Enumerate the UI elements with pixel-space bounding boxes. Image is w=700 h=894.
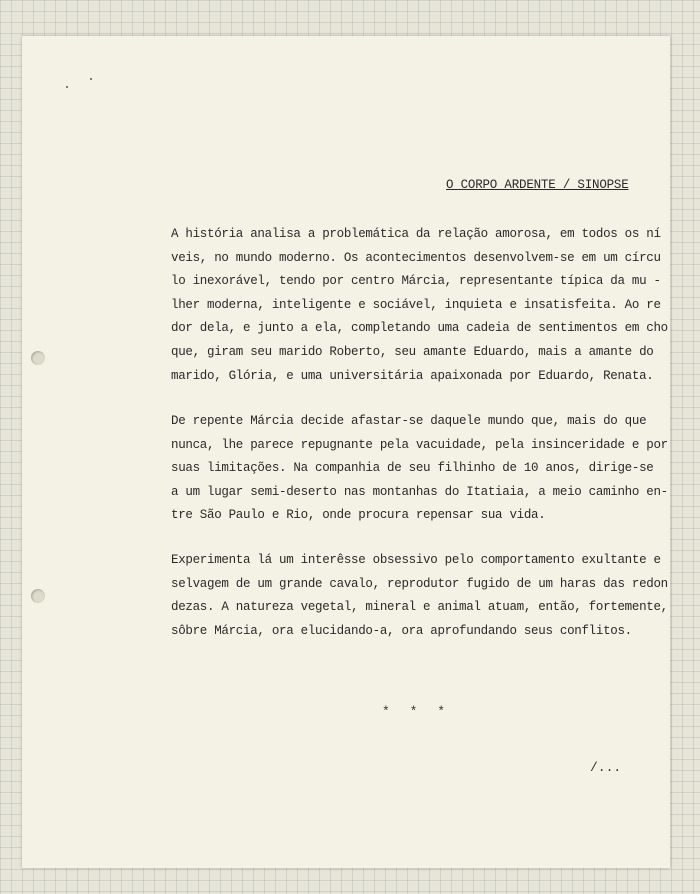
punch-hole-bottom (31, 589, 45, 603)
text-line: sôbre Márcia, ora elucidando-a, ora aprofundando seus conflitos. (171, 623, 632, 638)
text-line: De repente Márcia decide afastar-se daquele mundo que, mais do que (171, 414, 647, 428)
document-title: O CORPO ARDENTE / SINOPSE (446, 178, 629, 192)
text-line: veis, no mundo moderno. Os acontecimentos desenvolvem-se em um círcu (171, 250, 661, 265)
paragraph-1 (171, 223, 668, 388)
text-line: A história analisa a problemática da relação amorosa, em todos os ní (171, 227, 661, 241)
paper-speck (90, 78, 92, 80)
text-line: tre São Paulo e Rio, onde procura repensar sua vida. (171, 508, 546, 523)
text-line: lher moderna, inteligente e sociável, inquieta e insatisfeita. Ao re (171, 297, 661, 312)
text-line: a um lugar semi-deserto nas montanhas do Itatiaia, a meio caminho en- (171, 484, 668, 499)
continued-marker: /... (590, 760, 622, 775)
text-line: Experimenta lá um interêsse obsessivo pelo comportamento exultante e (171, 553, 661, 567)
paragraph-2 (171, 410, 668, 528)
punch-hole-top (31, 351, 45, 365)
text-line: selvagem de um grande cavalo, reprodutor fugido de um haras das redon (171, 576, 668, 591)
text-line: que, giram seu marido Roberto, seu amante Eduardo, mais a amante do (171, 344, 654, 359)
text-line: marido, Glória, e uma universitária apaixonada por Eduardo, Renata. (171, 368, 654, 383)
paragraph-3 (171, 549, 668, 643)
section-separator: * * * (382, 704, 452, 719)
text-line: lo inexorável, tendo por centro Márcia, representante típica da mu - (171, 274, 661, 289)
paper-speck (66, 86, 68, 88)
text-line: dor dela, e junto a ela, completando uma cadeia de sentimentos em cho (171, 321, 668, 336)
text-line: suas limitações. Na companhia de seu filhinho de 10 anos, dirige-se (171, 461, 654, 476)
text-line: nunca, lhe parece repugnante pela vacuidade, pela insinceridade e por (171, 437, 668, 452)
text-line: dezas. A natureza vegetal, mineral e animal atuam, então, fortemente, (171, 600, 668, 615)
